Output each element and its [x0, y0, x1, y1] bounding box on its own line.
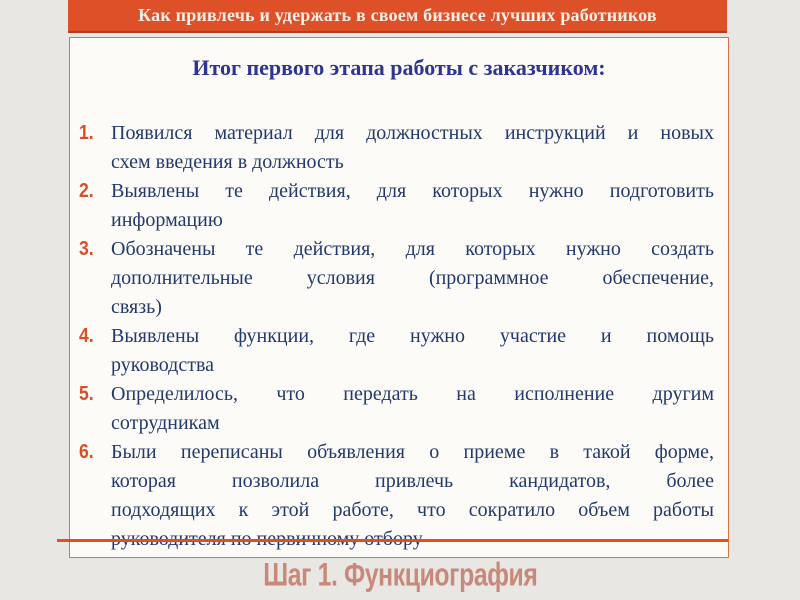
- bottom-rule-divider: [57, 539, 728, 542]
- item-line: которая позволила привлечь кандидатов, более: [111, 470, 714, 492]
- banner-title: Как привлечь и удержать в своем бизнесе лучших работников: [138, 5, 657, 25]
- item-line: подходящих к этой работе, что сократило объем работы: [111, 499, 714, 521]
- slide-footer: [0, 556, 800, 592]
- content-box: [69, 37, 729, 558]
- item-line: дополнительные условия (программное обеспечение,: [111, 267, 714, 289]
- list-item: [70, 438, 728, 554]
- item-line: Были переписаны объявления о приеме в такой форме,: [111, 441, 714, 463]
- item-number: 1.: [79, 122, 94, 144]
- item-number: 6.: [79, 441, 94, 463]
- item-line: Выявлены те действия, для которых нужно подготовить: [111, 180, 714, 202]
- item-line: сотрудникам: [111, 412, 220, 434]
- list-item: [70, 119, 728, 177]
- item-line: руководства: [111, 354, 215, 376]
- item-line: Обозначены те действия, для которых нужно создать: [111, 238, 714, 260]
- box-title: Итог первого этапа работы с заказчиком:: [192, 55, 606, 80]
- footer-step-label: Шаг 1. Функциография: [262, 556, 538, 593]
- item-line: Появился материал для должностных инструкций и новых: [111, 122, 714, 144]
- list-item: [70, 380, 728, 438]
- results-list: [70, 119, 728, 554]
- item-number: 3.: [79, 238, 94, 260]
- item-line: схем введения в должность: [111, 151, 344, 173]
- slide-header-banner: [68, 0, 727, 33]
- item-number: 4.: [79, 325, 94, 347]
- item-line: Выявлены функции, где нужно участие и помощь: [111, 325, 714, 347]
- item-number: 2.: [79, 180, 94, 202]
- item-line: Определилось, что передать на исполнение другим: [111, 383, 714, 405]
- list-item: [70, 235, 728, 322]
- item-line: информацию: [111, 209, 223, 231]
- list-item: [70, 322, 728, 380]
- item-line: связь): [111, 296, 162, 318]
- list-item: [70, 177, 728, 235]
- item-number: 5.: [79, 383, 94, 405]
